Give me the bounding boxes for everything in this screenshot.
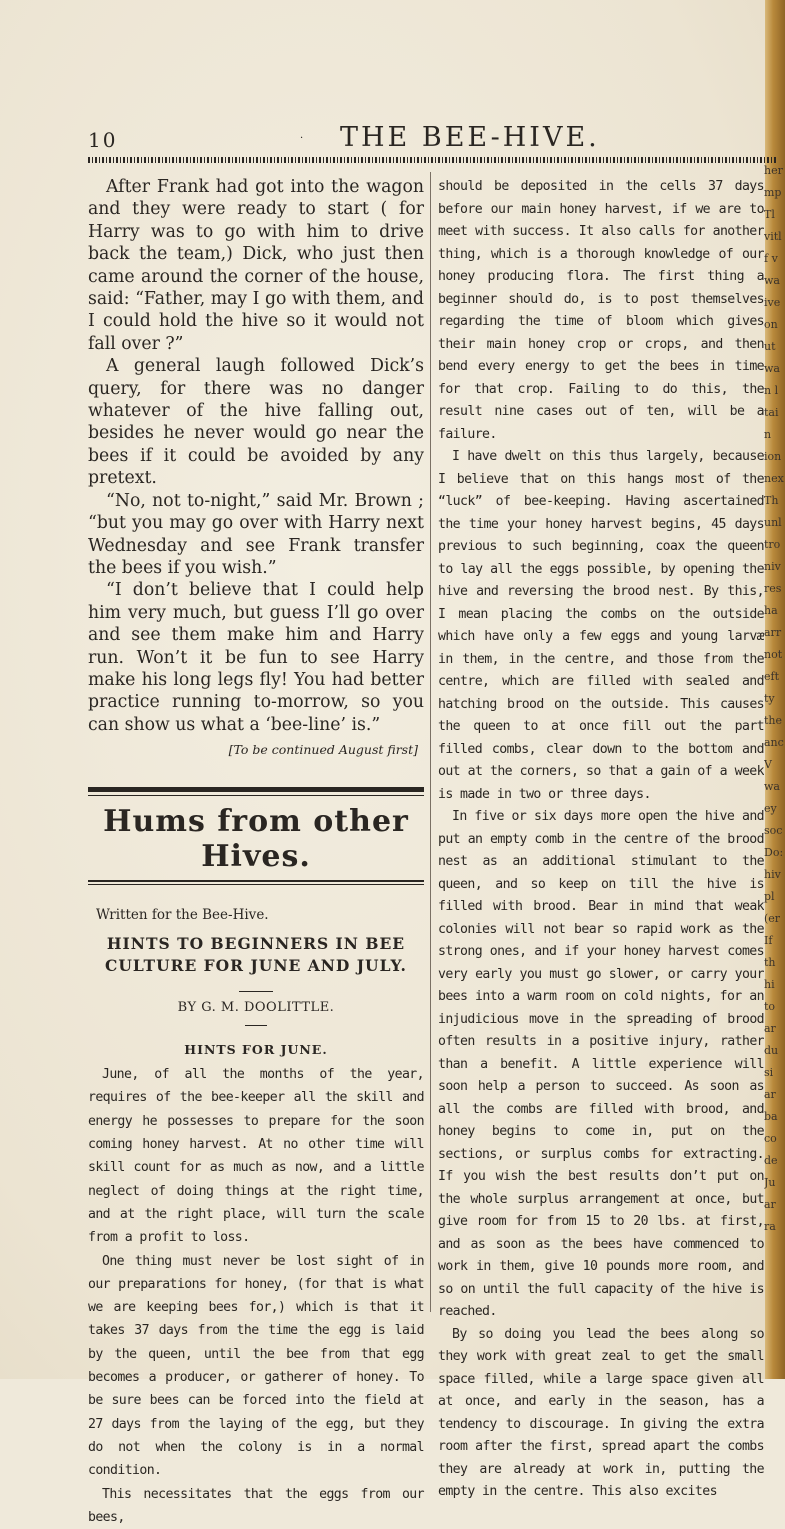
bleed-fragment: co [764, 1128, 785, 1150]
bleed-fragment: si [764, 1062, 785, 1084]
bleed-fragment: unl [764, 512, 785, 534]
article-paragraph: By so doing you lead the bees along so they work with great zeal to get the small space filled, while a large space given all at once, and early in the season, has a tendency to discourage. In giving the extra room after the first, spread apart the combs they are already at work in, putting the empty in the centre. This also excites [438, 1324, 764, 1504]
bleed-fragment: ra [764, 1216, 785, 1238]
article-paragraph: This necessitates that the eggs from our bees, [88, 1483, 424, 1529]
bleed-fragment: her [764, 160, 785, 182]
article-paragraph: I have dwelt on this thus largely, because I believe that on this hangs most of the “luck” of bee-keeping. Having ascertained the time your honey harvest begins, 45 days previous to such beginning, coax the queen to lay all the eggs possible, by opening the hive and reversing the brood nest. By this, I mean placing the combs on the outside which have only a few eggs and young larvæ in them, in the centre, and those from the centre, which are filled with sealed and hatching brood on the outside. This causes the queen to at once fill out the part filled combs, clear down to the bottom and out at the corners, so that a gain of a week is made in two or three days. [438, 446, 764, 806]
page-number: 10 [88, 128, 117, 152]
bleed-fragment: ive [764, 292, 785, 314]
bleed-fragment: niv [764, 556, 785, 578]
column-divider [430, 172, 431, 1312]
bleed-fragment: ty [764, 688, 785, 710]
byline: BY G. M. DOOLITTLE. [88, 1000, 424, 1015]
section-rule-top-thin [88, 795, 424, 796]
article-right-text [438, 176, 764, 1504]
article-paragraph: should be deposited in the cells 37 days before our main honey harvest, if we are to meet with success. It also calls for another thing, which is a thorough knowledge of our honey producing flora. The first thing a beginner should do, is to post themselves regarding the time of bloom which gives their main honey crop or crops, and then bend every energy to get the bees in time for that crop. Failing to do this, the result nine cases out of ten, will be a failure. [438, 176, 764, 446]
article-left-text [88, 1063, 424, 1529]
bleed-fragment: ion [764, 446, 785, 468]
bleed-fragment: Do: [764, 842, 785, 864]
bleed-fragment: n [764, 424, 785, 446]
header-dot: · [300, 133, 303, 144]
bleed-fragment: nex [764, 468, 785, 490]
bleed-fragment: ar [764, 1018, 785, 1040]
bleed-fragment: eft [764, 666, 785, 688]
article-paragraph: In five or six days more open the hive and put an empty comb in the centre of the brood nest as an additional stimulant to the queen, and so keep on till the hive is filled with brood. Bear in mind that weak colonies will not bear so rapid work as the strong ones, and if your honey harvest comes very early you must go slower, or carry your bees into a warm room on cold nights, for an injudicious move in the spreading of brood often results in a positive injury, rather than a benefit. A little experience will soon help a person to succeed. As soon as all the combs are filled with brood, and honey begins to come in, put on the sections, or surplus combs for extracting. If you wish the best results don’t put on the whole surplus arrangement at once, but give room for from 15 to 20 lbs. at first, and as soon as the bees have commenced to work in them, give 10 pounds more room, and so on until the full capacity of the hive is reached. [438, 806, 764, 1324]
bleed-fragment: V [764, 754, 785, 776]
bleed-fragment: Ju [764, 1172, 785, 1194]
bleed-fragment: ut [764, 336, 785, 358]
bleed-fragment: Tl [764, 204, 785, 226]
bleed-fragment: th [764, 952, 785, 974]
bleed-fragment: ar [764, 1194, 785, 1216]
bleed-fragment: tro [764, 534, 785, 556]
title-rule [239, 991, 273, 992]
bleed-fragment: mp [764, 182, 785, 204]
left-column [88, 176, 424, 1529]
bleed-fragment: (er [764, 908, 785, 930]
bleed-fragment: de [764, 1150, 785, 1172]
right-column [438, 176, 764, 1504]
bleed-fragment: to [764, 996, 785, 1018]
section-rule-bottom-thin [88, 884, 424, 885]
story-text [88, 176, 424, 736]
story-paragraph: “No, not to-night,” said Mr. Brown ; “but you may go over with Harry next Wednesday and see Frank transfer the bees if you wish.” [88, 490, 424, 580]
bleed-fragment: wa [764, 776, 785, 798]
bleed-fragment: ba [764, 1106, 785, 1128]
bleed-fragment: res [764, 578, 785, 600]
running-title: THE BEE-HIVE. [340, 122, 600, 153]
bleed-fragment: ey [764, 798, 785, 820]
bleed-fragment: arr [764, 622, 785, 644]
subheading: HINTS FOR JUNE. [88, 1042, 424, 1057]
story-paragraph: After Frank had got into the wagon and they were ready to start ( for Harry was to go with him to drive back the team,) Dick, who just then came around the corner of the house, said: “Father, may I go with them, and I could hold the hive so it would not fall over ?” [88, 176, 424, 355]
bleed-fragment: wa [764, 358, 785, 380]
bleed-fragment: wa [764, 270, 785, 292]
facing-page-bleed [764, 160, 785, 1340]
header-rule [88, 157, 778, 163]
bleed-fragment: ar [764, 1084, 785, 1106]
bleed-fragment: hi [764, 974, 785, 996]
story-paragraph: “I don’t believe that I could help him very much, but guess I’ll go over and see them make him and Harry run. Won’t it be fun to see Harry make his long legs fly! You had better practice running to-morrow, so you can show us what a ‘bee-line’ is.” [88, 579, 424, 736]
article-paragraph: June, of all the months of the year, requires of the bee-keeper all the skill and energy he possesses to prepare for the soon coming honey harvest. At no other time will skill count for as much as now, and a little neglect of doing things at the right time, and at the right place, will turn the scale from a profit to loss. [88, 1063, 424, 1249]
written-for-line: Written for the Bee-Hive. [96, 907, 424, 923]
article-title: HINTS TO BEGINNERS IN BEE CULTURE FOR JUNE AND JULY. [88, 933, 424, 977]
story-paragraph: A general laugh followed Dick’s query, for there was no danger whatever of the hive falling out, besides he never would go near the bees if it could be avoided by any pretext. [88, 355, 424, 489]
bleed-fragment: anc [764, 732, 785, 754]
bleed-fragment: soc [764, 820, 785, 842]
bleed-fragment: Th [764, 490, 785, 512]
continued-note: [To be continued August first] [88, 742, 418, 757]
bleed-fragment: the [764, 710, 785, 732]
bleed-fragment: du [764, 1040, 785, 1062]
bleed-fragment: not [764, 644, 785, 666]
bleed-fragment: hiv [764, 864, 785, 886]
article-paragraph: One thing must never be lost sight of in our preparations for honey, (for that is what we are keeping bees for,) which is that it takes 37 days from the time the egg is laid by the queen, until the bee from that egg becomes a producer, or gatherer of honey. To be sure bees can be forced into the field at 27 days from the laying of the egg, but they do not when the colony is in a normal condition. [88, 1250, 424, 1483]
section-title: Hums from other Hives. [88, 804, 424, 874]
bleed-fragment: vitl [764, 226, 785, 248]
section-rule-bottom [88, 880, 424, 882]
bleed-fragment: f v [764, 248, 785, 270]
section-rule-top [88, 787, 424, 792]
bleed-fragment: on [764, 314, 785, 336]
bleed-fragment: pl [764, 886, 785, 908]
bleed-fragment: tai [764, 402, 785, 424]
bleed-fragment: n l [764, 380, 785, 402]
bleed-fragment: If [764, 930, 785, 952]
byline-rule [245, 1025, 267, 1026]
bleed-fragment: ha [764, 600, 785, 622]
